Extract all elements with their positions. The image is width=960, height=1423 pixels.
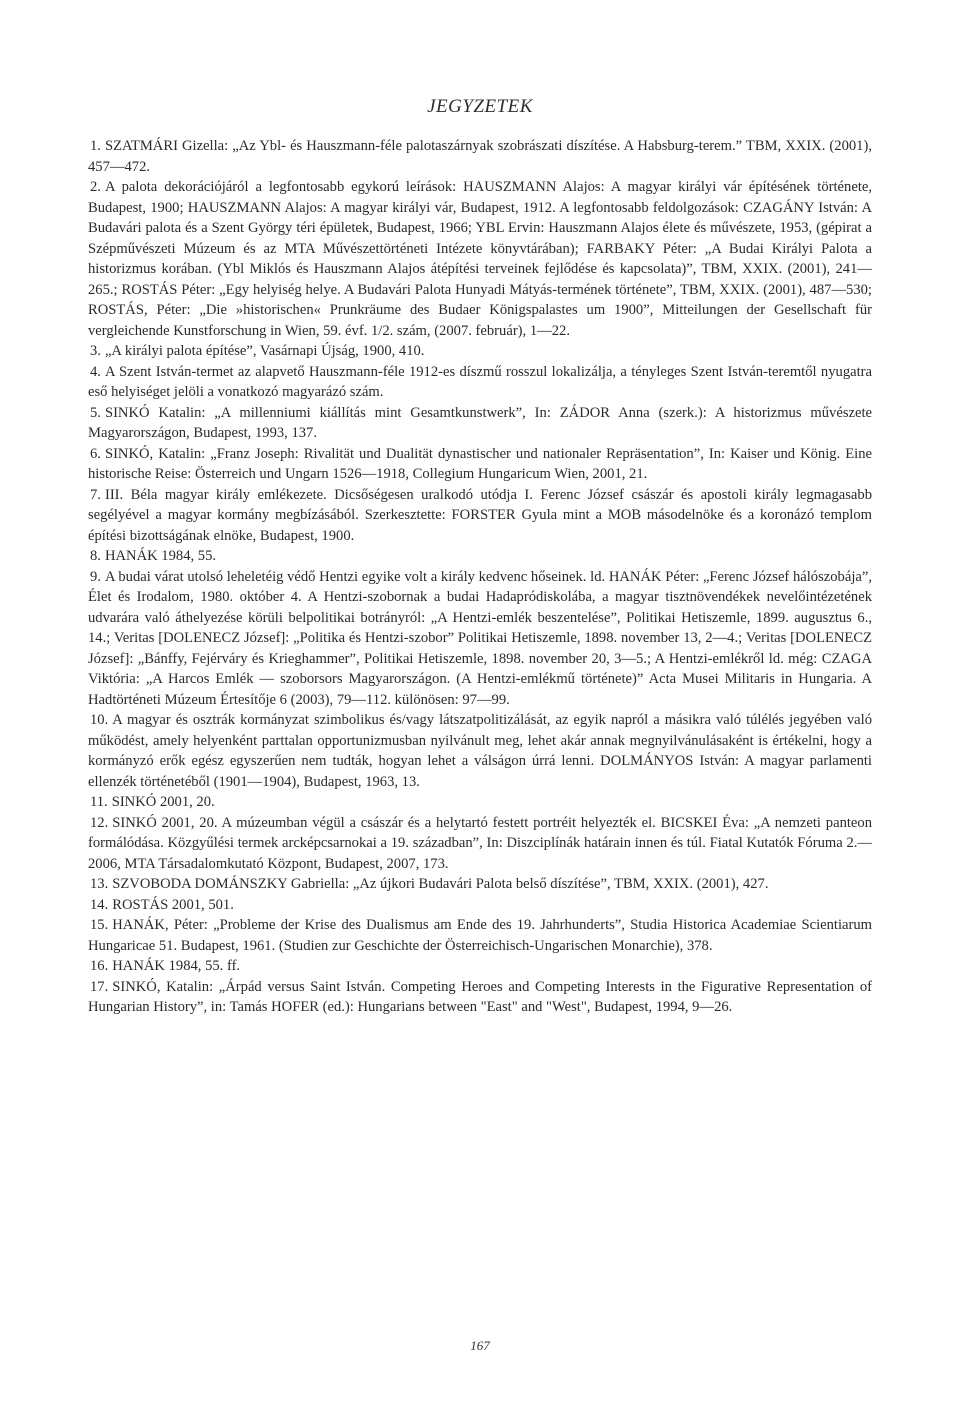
note-15 [88, 915, 872, 956]
note-number: 6. [90, 445, 101, 462]
note-text: HANÁK 1984, 55. ff. [112, 958, 241, 974]
note-text: ROSTÁS 2001, 501. [112, 896, 234, 913]
note-number: 13. [90, 876, 109, 892]
note-number: 10. [90, 712, 109, 728]
note-number: 4. [90, 363, 101, 380]
note-8 [88, 546, 872, 567]
note-number: 15. [90, 917, 109, 933]
note-number: 16. [90, 958, 109, 974]
note-number: 9. [90, 568, 101, 585]
note-text: A magyar és osztrák kormányzat szimbolikus és/vagy látszatpolitizálását, az egyik napról a másikra való túlélés jegyében való működést, amely helyenként parttalan opportunizmusban nyilvánult meg, lehet akár annak megnyilvánulásaként is értékelni, hogy a kormányzó erők egész egyszerűen nem tudták, hogyan lehet a válságon úrrá lenni. DOLMÁNYOS István: A magyar parlamenti ellenzék történetéből (1901—1904), Budapest, 1963, 13. [88, 712, 872, 790]
note-text: SINKÓ, Katalin: „Franz Joseph: Rivalität und Dualität dynastischer und nationaler Repräsentation”, In: Kaiser und König. Eine historische Reise: Österreich und Ungarn 1526—1918, Collegium Hungaricum Wien, 2001, 21. [88, 445, 872, 482]
note-text: SINKÓ 2001, 20. A múzeumban végül a császár és a helytartó festett portréit helyezték el. BICSKEI Éva: „A nemzeti panteon formálódása. Közgyűlési termek arcképcsarnokai a 19. században”, In: Diszciplínák határain innen és túl. Fiatal Kutatók Fóruma 2.—2006, MTA Társadalomkutató Központ, Budapest, 2007, 173. [88, 814, 872, 872]
note-number: 14. [90, 896, 109, 913]
note-number: 12. [90, 814, 109, 831]
note-text: SZATMÁRI Gizella: „Az Ybl- és Hauszmann-féle palotaszárnyak szobrászati díszítése. A Habsburg-terem.” TBM, XXIX. (2001), 457—472. [88, 138, 872, 175]
note-17 [88, 977, 872, 1018]
note-text: „A királyi palota építése”, Vasárnapi Újság, 1900, 410. [104, 343, 425, 359]
note-1 [88, 136, 872, 177]
note-12 [88, 813, 872, 875]
note-text: A budai várat utolsó leheletéig védő Hentzi egyike volt a király kedvenc hőseinek. ld. HANÁK Péter: „Ferenc József hálószobája”, Élet és Irodalom, 1980. október 4. A Hentzi-szobornak a budai Hadapródiskolába, a magyar tisztnövendékek nevelőintézetének udvarára való áthelyezése körüli belpolitikai botrányról: „A Hentzi-emlék beszentelése”, Politikai Hetiszemle, 1899. augusztus 6., 14.; Veritas [DOLENECZ József]: „Politika és Hentzi-szobor” Politikai Hetiszemle, 1898. november 13, 2—4.; Veritas [DOLENECZ József]: „Bánffy, Fejérváry és Krieghammer”, Politikai Hetiszemle, 1898. november 20, 3—5.; A Hentzi-emlékről ld. még: CZAGA Viktória: „A Harcos Emlék — szoborsors Magyarországon. (A Hentzi-emlékmű története)” Acta Musei Militaris in Hungaria. A Hadtörténeti Múzeum Értesítője 6 (2003), 79—112. különösen: 97—99. [88, 568, 872, 708]
note-number: 7. [90, 486, 101, 503]
note-text: III. Béla magyar király emlékezete. Dicsőségesen uralkodó utódja I. Ferenc József császár és apostoli király legmagasabb segélyével a magyar kormány megbízásából. Szerkesztette: FORSTER Gyula mint a MOB másodelnöke és a koronázó templom építési bizottságának elnöke, Budapest, 1900. [88, 486, 872, 544]
note-10 [88, 710, 872, 792]
note-text: SZVOBODA DOMÁNSZKY Gabriella: „Az újkori Budavári Palota belső díszítése”, TBM, XXIX. (2001), 427. [112, 876, 769, 892]
note-9 [88, 567, 872, 711]
note-3 [88, 341, 872, 362]
note-number: 17. [90, 978, 109, 995]
note-text: SINKÓ Katalin: „A millenniumi kiállítás mint Gesamtkunstwerk”, In: ZÁDOR Anna (szerk.): A historizmus művészete Magyarországon, Budapest, 1993, 137. [88, 404, 872, 441]
note-14 [88, 895, 872, 916]
note-7 [88, 485, 872, 547]
note-11 [88, 792, 872, 813]
note-13 [88, 874, 872, 895]
page-number: 167 [470, 1338, 490, 1353]
note-4 [88, 362, 872, 403]
note-number: 2. [90, 179, 101, 195]
note-number: 1. [90, 138, 101, 154]
note-text: A Szent István-termet az alapvető Hauszmann-féle 1912-es díszmű rosszul lokalizálja, a tényleges Szent István-teremtől nyugatra eső helyiséget jelöli a vonatkozó magyarázó szám. [88, 363, 872, 400]
note-number: 8. [90, 548, 101, 564]
note-text: SINKÓ, Katalin: „Árpád versus Saint István. Competing Heroes and Competing Interests in the Figurative Representation of Hungarian History”, in: Tamás HOFER (ed.): Hungarians between "East" and "West", Budapest, 1994, 9—26. [88, 978, 872, 1015]
note-text: HANÁK 1984, 55. [104, 548, 217, 564]
page-heading: JEGYZETEK [427, 96, 533, 117]
note-number: 5. [90, 404, 101, 421]
note-number: 11. [90, 794, 108, 810]
note-text: SINKÓ 2001, 20. [111, 794, 215, 810]
note-5 [88, 403, 872, 444]
note-16 [88, 956, 872, 977]
notes-list [88, 136, 872, 1018]
note-2 [88, 177, 872, 341]
note-text: HANÁK, Péter: „Probleme der Krise des Dualismus am Ende des 19. Jahrhunderts”, Studia Historica Academiae Scientiarum Hungaricae 51. Budapest, 1961. (Studien zur Geschichte der Österreichisch-Ungarischen Monarchie), 378. [88, 917, 872, 954]
note-number: 3. [90, 343, 101, 359]
note-6 [88, 444, 872, 485]
note-text: A palota dekorációjáról a legfontosabb egykorú leírások: HAUSZMANN Alajos: A magyar királyi vár építésének története, Budapest, 1900; HAUSZMANN Alajos: A magyar királyi vár, Budapest, 1912. A legfontosabb feldolgozások: CZAGÁNY István: A Budavári palota és a Szent György téri épületek, Budapest, 1966; YBL Ervin: Hauszmann Alajos élete és művészete, 1953, (gépirat a Szépművészeti Múzeum és az MTA Művészettörténeti Intézete könyvtárában); FARBAKY Péter: „A Budai Királyi Palota a historizmus korában. (Ybl Miklós és Hauszmann Alajos átépítési terveinek fejlődése és kapcsolata)”, TBM, XXIX. (2001), 241—265.; ROSTÁS Péter: „Egy helyiség helye. A Budavári Palota Hunyadi Mátyás-termének története”, TBM, XXIX. (2001), 487—530; ROSTÁS, Péter: „Die »historischen« Prunkräume des Budaer Königspalastes um 1900”, Mitteilungen der Gesellschaft für vergleichende Kunstforschung in Wien, 59. évf. 1/2. szám, (2007. február), 1—22. [88, 179, 872, 339]
